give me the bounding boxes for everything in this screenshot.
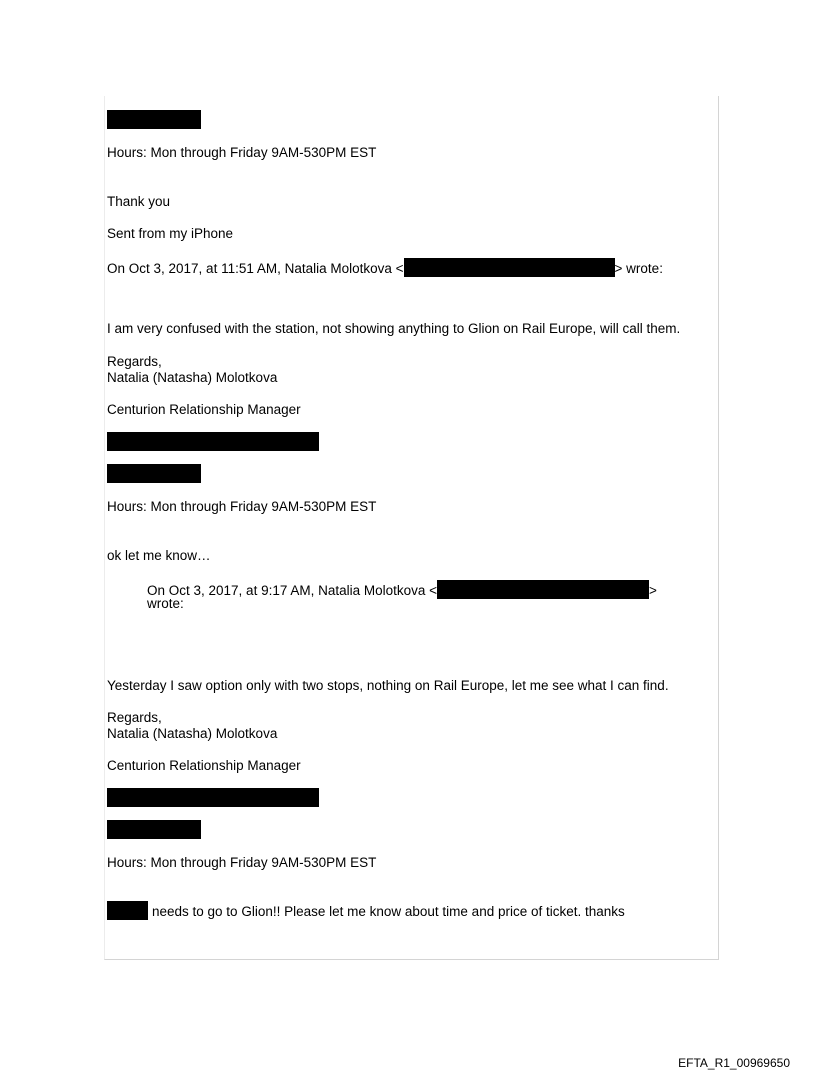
signature-name: Natalia (Natasha) Molotkova (107, 370, 278, 385)
redacted-email (437, 580, 649, 599)
email-header-suffix: > wrote: (614, 261, 663, 276)
redaction-box (107, 110, 201, 129)
document-id: EFTA_R1_00969650 (678, 1056, 790, 1070)
hours-text: Hours: Mon through Friday 9AM-530PM EST (107, 145, 377, 160)
email-header-2-wrote: wrote: (147, 596, 184, 611)
sent-from-text: Sent from my iPhone (107, 226, 234, 241)
redaction-box (107, 788, 319, 807)
email-body-2: Yesterday I saw option only with two stops, nothing on Rail Europe, let me see what I can find. (107, 678, 669, 693)
redaction-box (107, 464, 201, 483)
redaction-box (107, 820, 201, 839)
redacted-email (404, 258, 615, 277)
email-header-2 (147, 580, 657, 599)
email-header-prefix: On Oct 3, 2017, at 9:17 AM, Natalia Molotkova < (147, 583, 438, 598)
regards-text: Regards, (107, 710, 162, 725)
email-header-suffix: > (649, 583, 657, 598)
email-body-1: I am very confused with the station, not showing anything to Glion on Rail Europe, will call them. (107, 321, 681, 336)
signature-name: Natalia (Natasha) Molotkova (107, 726, 278, 741)
thank-you-text: Thank you (107, 194, 171, 209)
redaction-box (107, 432, 319, 451)
signature-title: Centurion Relationship Manager (107, 402, 301, 417)
signature-title: Centurion Relationship Manager (107, 758, 301, 773)
hours-text: Hours: Mon through Friday 9AM-530PM EST (107, 499, 377, 514)
hours-text: Hours: Mon through Friday 9AM-530PM EST (107, 855, 377, 870)
regards-text: Regards, (107, 354, 162, 369)
email-header-1 (107, 258, 663, 277)
email-header-prefix: On Oct 3, 2017, at 11:51 AM, Natalia Molotkova < (107, 261, 404, 276)
reply-text: ok let me know… (107, 548, 211, 563)
final-message: needs to go to Glion!! Please let me know about time and price of ticket. thanks (152, 904, 625, 919)
redaction-box (107, 901, 148, 920)
